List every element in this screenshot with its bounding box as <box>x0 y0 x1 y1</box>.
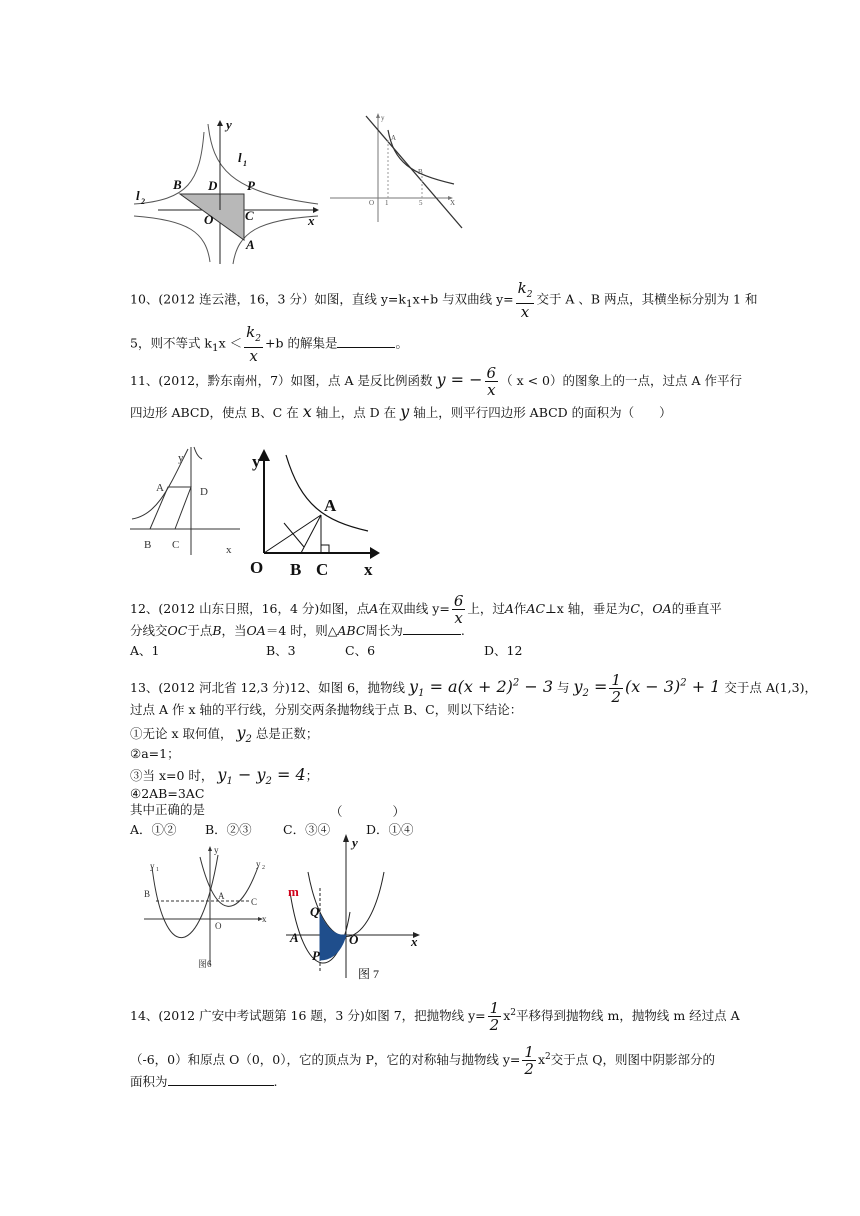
q12-B: B <box>212 623 222 638</box>
q12-option-C[interactable]: C、6 <box>345 643 376 658</box>
fraction-1-over-2: $\frac{1}{2}$ <box>489 999 500 1034</box>
q11-line1 <box>130 365 742 398</box>
label-x: x <box>262 914 267 924</box>
q10-line2-sub: 1 <box>212 342 219 354</box>
label-y: y <box>352 835 358 850</box>
q14-line1: 14、(2012 广安中考试题第 16 题，3 分)如图 7，把抛物线 y= $\frac{1}{2}$ $x^2$平移得到抛物线 m，抛物线 m 经过点 A <box>130 999 740 1034</box>
q11-x: x <box>302 402 312 421</box>
q11-y: y <box>400 402 410 421</box>
q12-text-a: 12、(2012 山东日照，16，4 分)如图，点 <box>130 601 370 616</box>
q12-text-e: ⊥x 轴，垂足为 <box>545 601 631 616</box>
q14-line2-a: （-6，0）和原点 O（0，0），它的顶点为 P，它的对称轴与抛物线 y= <box>130 1052 521 1067</box>
label-y: y <box>214 845 219 855</box>
label-5: 5 <box>419 199 423 207</box>
q12-text-f: ， <box>639 601 653 616</box>
fraction-1-over-2-b: $\frac{1}{2}$ <box>524 1043 534 1078</box>
q10-line2-d: 。 <box>395 335 408 351</box>
q13-conclusion-3: ③当 x=0 时， $y_1 - y_2 = 4$； <box>130 765 319 788</box>
answer-blank-q14[interactable] <box>168 1085 274 1086</box>
label-l1: l <box>238 150 242 165</box>
fraction-6-over-x: $\frac{6}{x}$ <box>486 364 497 399</box>
fraction-6-over-x: $\frac{6}{x}$ <box>453 592 464 627</box>
label-O: O <box>349 932 359 947</box>
label-D: D <box>208 178 218 193</box>
shaded-region <box>320 914 346 960</box>
q12-AC: AC <box>526 601 546 616</box>
answer-blank-q12[interactable] <box>403 634 461 635</box>
q13-conclusion-4: ④2AB=3AC <box>130 786 205 801</box>
label-A: A <box>156 482 164 494</box>
label-C: C <box>245 208 254 223</box>
q11-line2-b: 轴上，点 D 在 <box>315 405 397 420</box>
hyperbola <box>286 455 368 531</box>
q13-eq1: $y_1 = a(x + 2)^2 - 3$ <box>409 677 553 700</box>
q11-func-y: y = − <box>436 370 483 389</box>
q14-line3-b: . <box>273 1074 278 1089</box>
q10-line2-c: +b 的解集是 <box>265 335 338 351</box>
hyperbola-upper-right <box>208 124 318 204</box>
label-y: y <box>252 452 261 471</box>
q10-text-a: 10、(2012 连云港，16，3 分）如图，直线 y=k <box>130 291 406 307</box>
q11-text-a: 11、(2012，黔东南州，7）如图，点 A 是反比例函数 <box>130 373 433 388</box>
label-O: O <box>204 212 214 227</box>
q14-text-a: 14、(2012 广安中考试题第 16 题，3 分)如图 7，把抛物线 y= <box>130 1008 486 1023</box>
q13-line1 <box>130 672 817 705</box>
q11-text-b: （ x < 0）的图象上的一点，过点 A 作平行 <box>500 373 742 388</box>
line-y-k1x-b <box>366 116 462 228</box>
q13-option-A[interactable]: A．①② <box>130 822 177 837</box>
q12-line1 <box>130 593 722 626</box>
label-A: A <box>290 930 299 945</box>
label-x: x <box>226 544 232 556</box>
q10-line2 <box>130 324 408 364</box>
label-x: x <box>308 213 315 228</box>
label-y: y <box>381 114 385 122</box>
q13-eq2-b: $(x - 3)^2 + 1$ <box>624 677 721 696</box>
q12-line2-c: ，当 <box>221 623 247 638</box>
fraction-1-over-2: $\frac{1}{2}$ <box>611 671 621 706</box>
parabola-y1 <box>152 855 218 938</box>
q12-option-D[interactable]: D、12 <box>484 643 523 658</box>
q13-answer-paren[interactable]: （ ） <box>330 804 406 819</box>
q13-option-C[interactable]: C．③④ <box>283 822 331 837</box>
q13-and: 与 <box>556 680 570 695</box>
figure-7-shaded-parabola <box>280 832 430 984</box>
q14-text-c: 平移得到抛物线 m，抛物线 m 经过点 A <box>516 1008 740 1023</box>
q12-C: C <box>630 601 640 616</box>
label-O: O <box>215 921 222 931</box>
fraction-k2-over-x: $\frac{k_2}{x}$ <box>517 279 533 321</box>
q13-text-end: 交于点 A(1,3)， <box>724 680 817 695</box>
label-l1-sub: 1 <box>243 159 247 168</box>
label-C: C <box>251 897 258 907</box>
q14-line3 <box>130 1074 278 1090</box>
q13-conclusion-2: ②a=1； <box>130 746 180 761</box>
label-B: B <box>144 889 151 899</box>
fraction-k2-over-x-2: $\frac{k_2}{x}$ <box>246 323 261 365</box>
hyperbola-upper-left <box>134 132 204 204</box>
label-y2: y <box>256 859 261 869</box>
label-D: D <box>200 486 208 498</box>
q12-line2-f: . <box>460 623 465 638</box>
q14-line3-a: 面积为 <box>130 1074 168 1089</box>
q14-line2-c: 交于点 Q，则图中阴影部分的 <box>550 1052 715 1067</box>
label-x: x <box>364 560 373 579</box>
label-P: P <box>312 948 320 963</box>
q13-option-B[interactable]: B．②③ <box>205 822 252 837</box>
q12-line2-b: 于点 <box>187 623 213 638</box>
q13-eq2: $y_2$ = <box>573 677 608 700</box>
svg-text:2: 2 <box>262 865 265 871</box>
q11-line2 <box>130 404 672 421</box>
q12-line2 <box>130 623 465 639</box>
label-x: X <box>450 199 456 207</box>
q14-line2: （-6，0）和原点 O（0，0），它的顶点为 P，它的对称轴与抛物线 y= $\frac{1}{2}$ $x^2$交于点 Q，则图中阴影部分的 <box>130 1043 715 1078</box>
q12-option-A[interactable]: A、1 <box>130 643 160 658</box>
q13-option-D[interactable]: D．①④ <box>366 822 414 837</box>
q12-line2-d: ＝4 时，则△ <box>265 623 338 638</box>
label-A: A <box>324 496 337 515</box>
parabola-y2 <box>200 857 258 906</box>
label-B: B <box>173 177 182 192</box>
q12-A2: A <box>504 601 514 616</box>
figure-q12-hyperbola-triangle <box>246 445 386 580</box>
q12-ABC: ABC <box>337 623 366 638</box>
q11-line2-c: 轴上，则平行四边形 ABCD 的面积为（ ） <box>413 405 672 420</box>
label-C: C <box>172 539 180 551</box>
q10-text-b: x+b 与双曲线 y= <box>412 291 514 307</box>
label-A: A <box>218 891 225 901</box>
q12-text-b: 在双曲线 y= <box>378 601 450 616</box>
label-B: B <box>418 168 423 176</box>
figure-q11-parallelogram <box>128 445 243 560</box>
figure-q9-hyperbola <box>128 112 323 267</box>
label-l2-sub: 2 <box>141 197 145 206</box>
figure-6-two-parabolas <box>138 845 278 975</box>
q12-text-g: 的垂直平 <box>671 601 722 616</box>
q12-OC: OC <box>167 623 188 638</box>
q12-OA4: OA <box>246 623 266 638</box>
caption-fig6: 图6 <box>198 959 212 969</box>
q12-text-c: 上，过 <box>467 601 505 616</box>
q10-line2-b: x ＜ <box>218 335 243 351</box>
q12-OA: OA <box>652 601 672 616</box>
label-y: y <box>178 452 184 464</box>
q10-text-c: 交于 A 、B 两点，其横坐标分别为 1 和 <box>536 291 758 307</box>
label-P: P <box>247 178 255 193</box>
label-B: B <box>144 539 152 551</box>
caption-fig7: 图 7 <box>358 967 380 981</box>
q10-line2-a: 5，则不等式 k <box>130 335 213 351</box>
label-A: A <box>391 134 397 142</box>
label-l2: l <box>136 188 140 203</box>
q12-line2-a: 分线交 <box>130 623 168 638</box>
label-B: B <box>290 560 302 579</box>
q10-line1 <box>130 280 758 320</box>
label-A: A <box>246 237 255 252</box>
answer-blank-q10[interactable] <box>337 347 395 348</box>
hyperbola-right <box>194 447 202 459</box>
label-1: 1 <box>385 199 389 207</box>
q11-line2-a: 四边形 ABCD，使点 B、C 在 <box>130 405 299 420</box>
label-m: m <box>288 884 299 899</box>
q13-text-a: 13、(2012 河北省 12,3 分)12、如图 6，抛物线 <box>130 680 406 695</box>
figure-q10-line-hyperbola <box>322 112 464 232</box>
label-O: O <box>369 199 375 207</box>
label-C: C <box>316 560 329 579</box>
label-x: x <box>411 934 418 949</box>
label-Q: Q <box>310 904 320 919</box>
hyperbola-lower-left <box>134 216 210 262</box>
q10-sub: 1 <box>405 298 413 310</box>
q12-option-B[interactable]: B、3 <box>266 643 296 658</box>
q13-line2: 过点 A 作 x 轴的平行线，分别交两条抛物线于点 B、C，则以下结论： <box>130 702 523 717</box>
label-O: O <box>250 558 264 577</box>
q13-conclusion-1: ①无论 x 取何值， $y_2$ 总是正数； <box>130 723 319 746</box>
q13-ask: 其中正确的是 <box>130 802 206 817</box>
label-y1: y <box>150 861 155 871</box>
svg-text:1: 1 <box>156 867 159 873</box>
q12-A: A <box>369 601 379 616</box>
label-y: y <box>226 117 232 132</box>
q12-text-d: 作 <box>513 601 527 616</box>
q12-line2-e: 周长为 <box>365 623 403 638</box>
